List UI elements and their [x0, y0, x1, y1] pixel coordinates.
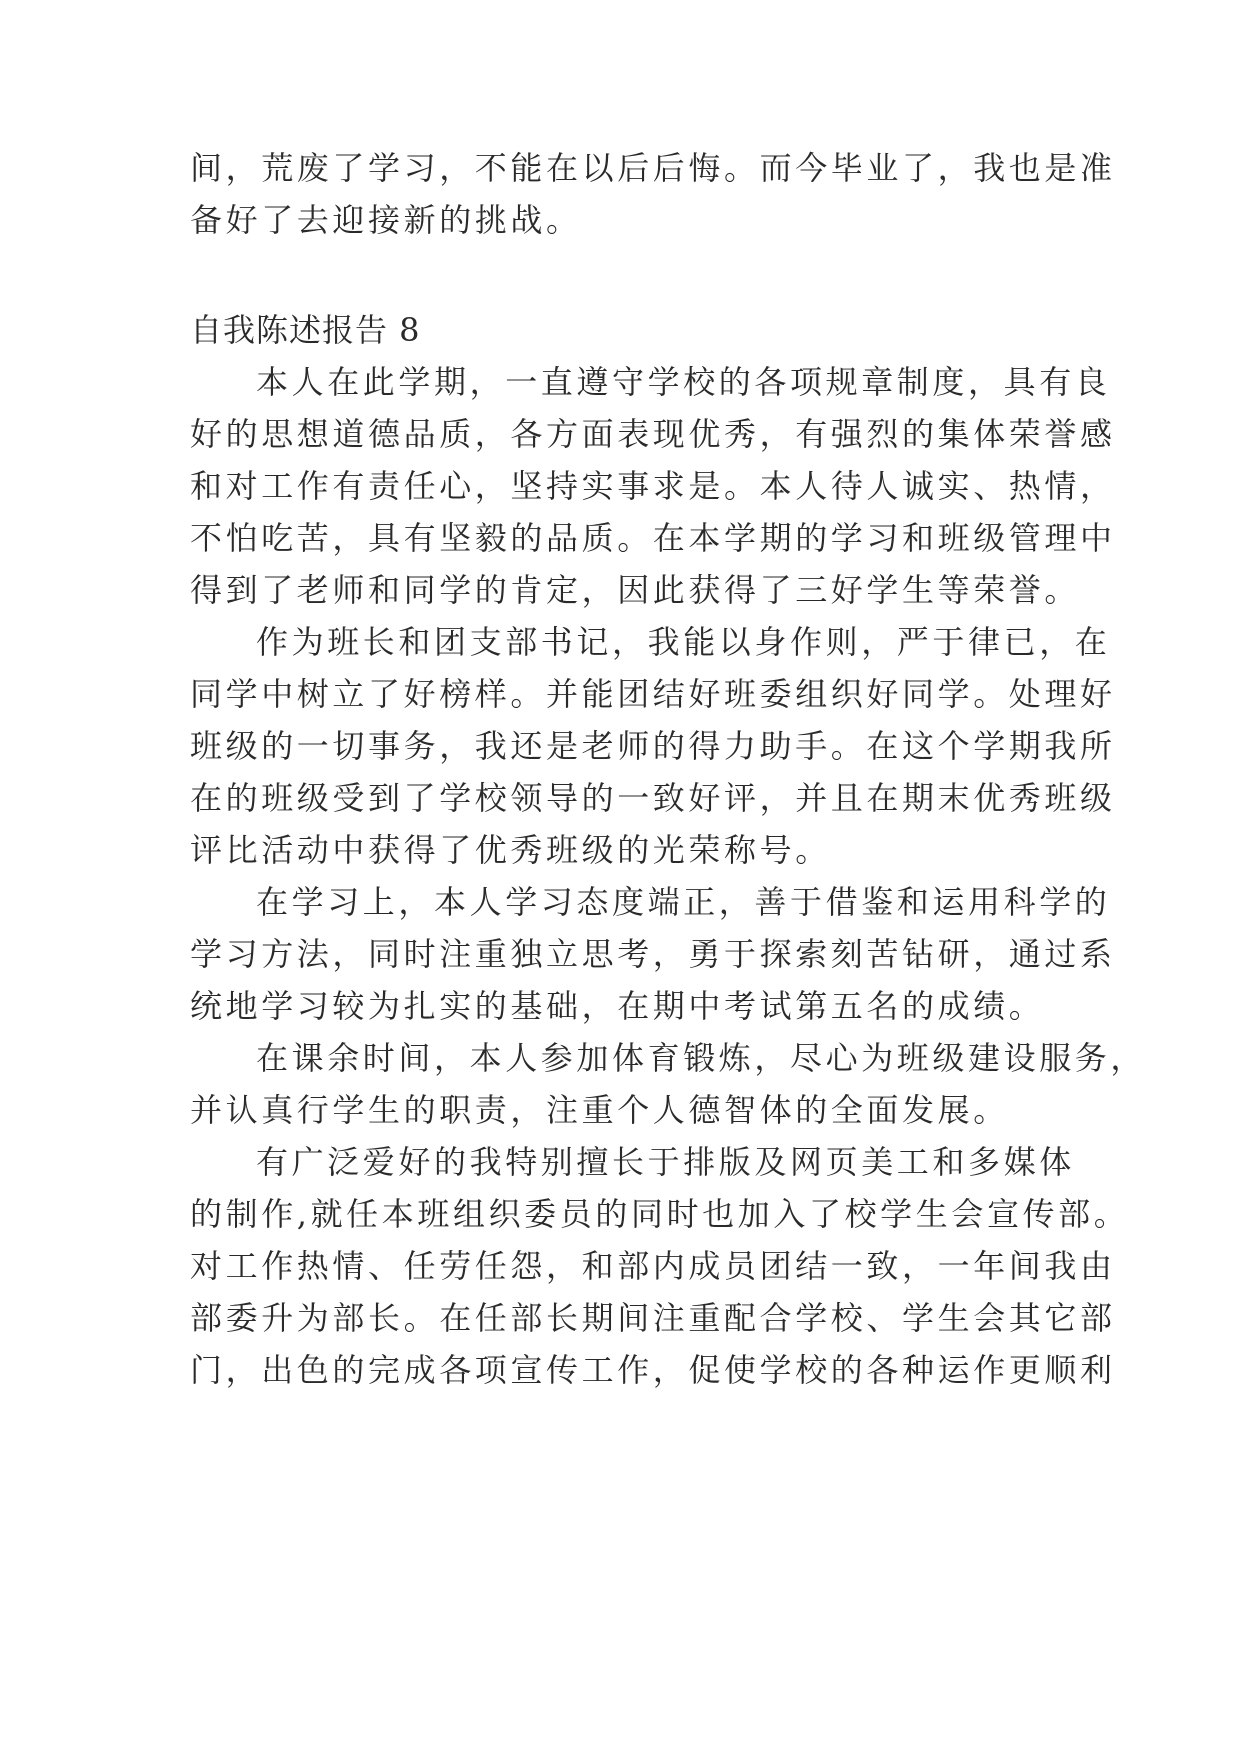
text-line: 和对工作有责任心，坚持实事求是。本人待人诚实、热情， [190, 467, 1116, 505]
text-line: 得到了老师和同学的肯定，因此获得了三好学生等荣誉。 [190, 571, 1081, 609]
text-line: 并认真行学生的职责，注重个人德智体的全面发展。 [190, 1091, 1009, 1129]
text-line: 备好了去迎接新的挑战。 [190, 201, 582, 239]
text-line: 间，荒废了学习，不能在以后后悔。而今毕业了，我也是准 [190, 149, 1116, 187]
text-line: 在的班级受到了学校领导的一致好评，并且在期末优秀班级 [190, 779, 1116, 817]
text-line: 作为班长和团支部书记，我能以身作则，严于律已，在 [256, 623, 1111, 661]
text-line: 班级的一切事务，我还是老师的得力助手。在这个学期我所 [190, 727, 1116, 765]
text-line: 好的思想道德品质，各方面表现优秀，有强烈的集体荣誉感 [190, 415, 1116, 453]
text-line: 不怕吃苦，具有坚毅的品质。在本学期的学习和班级管理中 [190, 519, 1116, 557]
text-line: 统地学习较为扎实的基础，在期中考试第五名的成绩。 [190, 987, 1045, 1025]
text-line: 对工作热情、任劳任怨，和部内成员团结一致，一年间我由 [190, 1247, 1116, 1285]
text-line: 在学习上，本人学习态度端正，善于借鉴和运用科学的 [256, 883, 1111, 921]
text-line: 在课余时间，本人参加体育锻炼，尽心为班级建设服务， [256, 1039, 1147, 1077]
text-line: 同学中树立了好榜样。并能团结好班委组织好同学。处理好 [190, 675, 1116, 713]
text-line: 评比活动中获得了优秀班级的光荣称号。 [190, 831, 831, 869]
text-line: 部委升为部长。在任部长期间注重配合学校、学生会其它部 [190, 1299, 1116, 1337]
text-line: 学习方法，同时注重独立思考，勇于探索刻苦钻研，通过系 [190, 935, 1116, 973]
section-heading: 自我陈述报告 8 [190, 311, 421, 349]
text-line: 的制作,就任本班组织委员的同时也加入了校学生会宣传部。 [190, 1195, 1130, 1233]
text-line: 门，出色的完成各项宣传工作，促使学校的各种运作更顺利 [190, 1351, 1116, 1389]
text-line: 本人在此学期，一直遵守学校的各项规章制度，具有良 [256, 363, 1111, 401]
text-line: 有广泛爱好的我特别擅长于排版及网页美工和多媒体 [256, 1143, 1075, 1181]
